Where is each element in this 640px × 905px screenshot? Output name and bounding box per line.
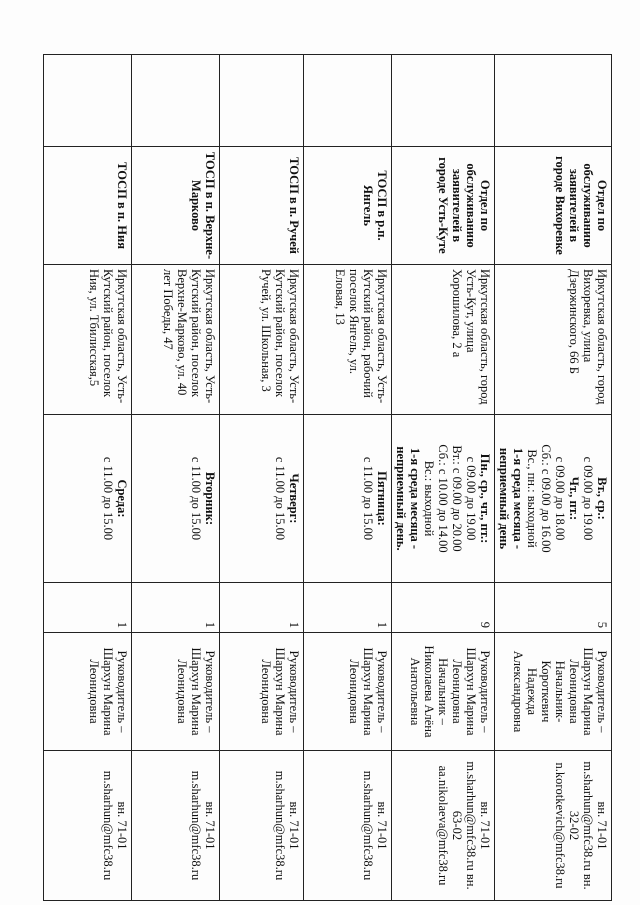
branch-name-cell: ТОСП в п. Ручей [220,147,304,265]
hours-line: Сб.: с 10.00 до 14.00 [436,444,450,553]
blank-cell [392,55,495,147]
branch-name-cell: ТОСП в р.п. Янгель [304,147,392,265]
hours-line: Среда: [115,479,129,518]
hours-line: с 09.00 до 18.00 [553,456,567,541]
responsible-person-cell: Руководитель – Шархун Марина Леонидовна [44,633,132,751]
responsible-person-cell: Руководитель – Шархун Марина Леонидовна [132,633,220,751]
contact-cell: вн. 71-01 m.sharhun@mfc38.ru вн. 63-02 aa.nikolaeva@mfc38.ru [392,751,495,901]
working-hours-cell [220,415,304,583]
address-cell: Иркутская область, Усть-Кутский район, рабочий поселок Янгель, ул. Еловая, 13 [304,265,392,415]
table-row [495,55,612,901]
table-row [304,55,392,901]
table-row [220,55,304,901]
contact-cell: вн. 71-01 m.sharhun@mfc38.ru вн. 32-02 n.korotkevich@mfc38.ru [495,751,612,901]
hours-line: 1-я среда месяца - неприемный день. [394,446,422,551]
hours-line: с 09.00 до 19.00 [464,456,478,541]
address-cell: Иркутская область, Усть-Кутский район, поселок Верхне-Марково, ул. 40 лет Победы, 47 [132,265,220,415]
hours-line: Пн., ср., чт., пт.: [478,453,492,544]
working-hours-cell [44,415,132,583]
window-count-cell: 9 [392,583,495,633]
hours-line: с 09.00 до 19.00 [581,456,595,541]
hours-line: Вт.: с 09.00 до 20.00 [450,445,464,552]
contact-cell: вн. 71-01 m.sharhun@mfc38.ru [132,751,220,901]
window-count-cell: 1 [304,583,392,633]
address-cell: Иркутская область, город Усть-Кут, улица Хорошилова, 2 а [392,265,495,415]
hours-line: Четверг: [287,473,301,524]
hours-line: Вторник: [203,471,217,526]
address-cell: Иркутская область, город Вихоревка, улица Дзержинского, 66 Б [495,265,612,415]
blank-cell [495,55,612,147]
branches-table [43,54,612,901]
address-cell: Иркутская область, Усть-Кутский район, поселок Ручей, ул. Школьная, 3 [220,265,304,415]
responsible-person-cell: Руководитель – Шархун Марина Леонидовна [220,633,304,751]
window-count-cell: 1 [220,583,304,633]
blank-cell [132,55,220,147]
window-count-cell: 1 [44,583,132,633]
responsible-person-cell: Руководитель – Шархун Марина Леонидовна Начальник – Николаева Алёна Анатольевна [392,633,495,751]
rotated-table-sheet [84,54,612,900]
responsible-person-cell: Руководитель – Шархун Марина Леонидовна Начальник- Короткевич Надежда Александровна [495,633,612,751]
contact-cell: вн. 71-01 m.sharhun@mfc38.ru [304,751,392,901]
branch-name-cell: Отдел по обслуживанию заявителей в городе Усть-Куте [392,147,495,265]
table-row [132,55,220,901]
hours-line: с 11.00 до 15.00 [273,456,287,541]
hours-line: Вс.: выходной [422,460,436,537]
hours-line: 1-я среда месяца - неприемный день [497,447,525,550]
window-count-cell: 1 [132,583,220,633]
working-hours-cell [304,415,392,583]
branch-name-cell: ТОСП в п. Верхне-Марково [132,147,220,265]
branch-name-cell: ТОСП в п. Ния [44,147,132,265]
hours-line: с 11.00 до 15.00 [101,456,115,541]
contact-cell: вн. 71-01 m.sharhun@mfc38.ru [220,751,304,901]
window-count-cell: 5 [495,583,612,633]
hours-line: Вт., ср.: [595,477,609,520]
hours-line: Чт., пт.: [567,476,581,521]
contact-cell: вн. 71-01 m.sharhun@mfc38.ru [44,751,132,901]
branch-name-cell: Отдел по обслуживанию заявителей в городе Вихоревке [495,147,612,265]
working-hours-cell [495,415,612,583]
table-row [392,55,495,901]
hours-line: Пятница: [375,471,389,526]
blank-cell [220,55,304,147]
hours-line: с 11.00 до 15.00 [189,456,203,541]
working-hours-cell [132,415,220,583]
blank-cell [304,55,392,147]
responsible-person-cell: Руководитель – Шархун Марина Леонидовна [304,633,392,751]
hours-line: Сб.: с 09.00 до 16.00 [539,444,553,553]
hours-line: с 11.00 до 15.00 [361,456,375,541]
working-hours-cell [392,415,495,583]
blank-cell [44,55,132,147]
address-cell: Иркутская область, Усть-Кутский район, поселок Ния, ул. Тбилисская,5 [44,265,132,415]
table-row [44,55,132,901]
hours-line: Вс., пн.: выходной [525,449,539,548]
